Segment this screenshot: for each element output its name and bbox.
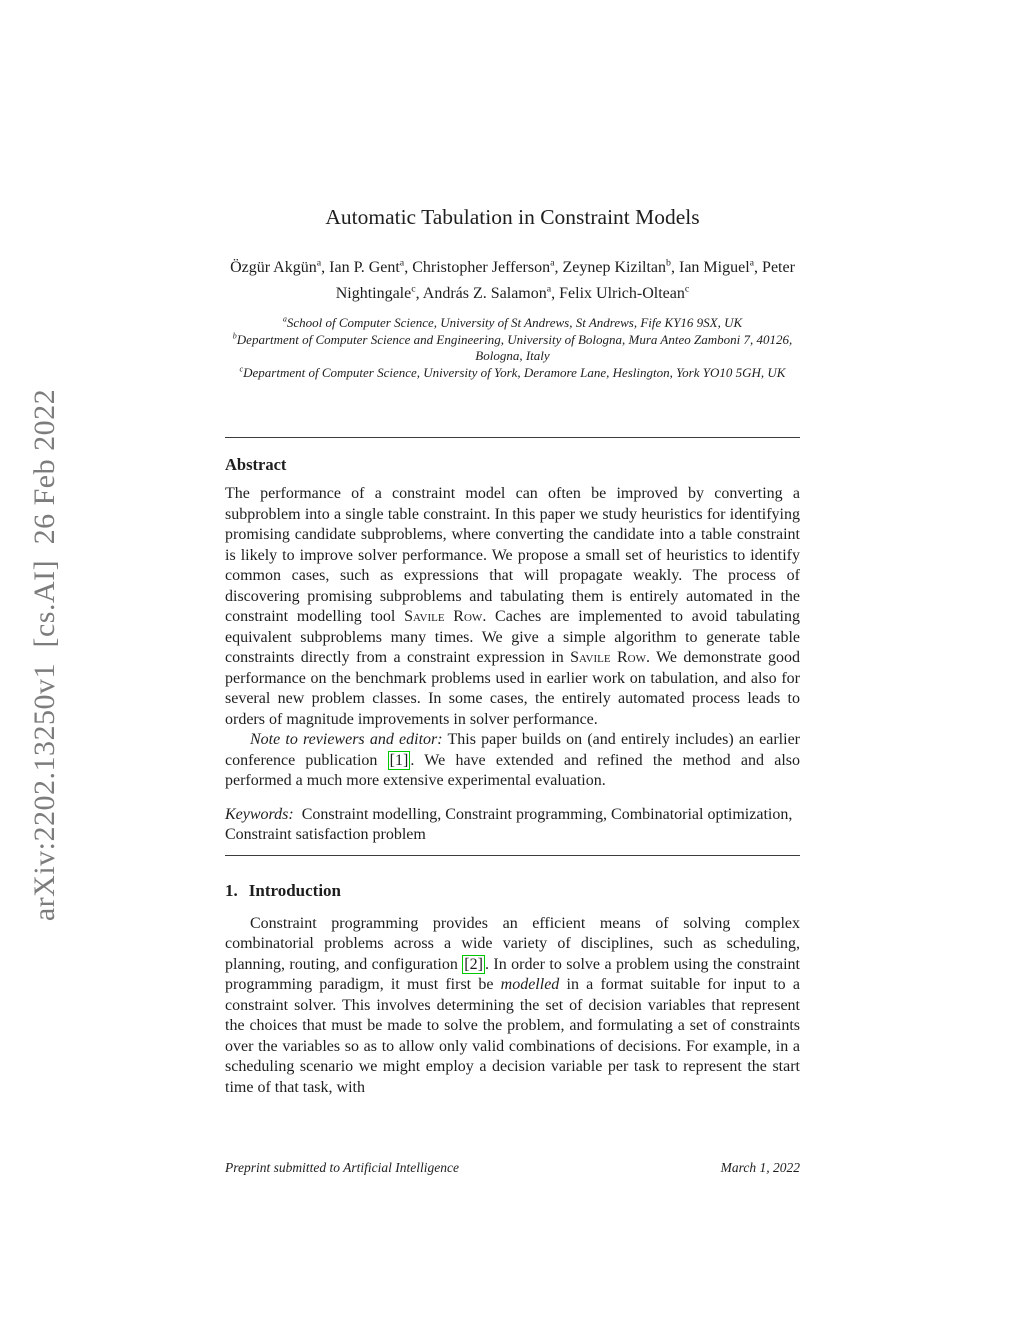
- citation-link[interactable]: [1]: [389, 751, 409, 769]
- superscript-marker: a: [316, 257, 322, 269]
- text-segment: , Peter Nightingale: [335, 259, 795, 302]
- italic-text: Keywords:: [225, 805, 294, 823]
- text-segment: , Christopher Jefferson: [404, 259, 551, 276]
- italic-text: modelled: [500, 976, 560, 993]
- superscript-marker: a: [546, 283, 552, 295]
- text-segment: This paper builds on (and entirely includes) an earlier conference publication: [225, 731, 801, 769]
- citation-link[interactable]: [2]: [464, 955, 483, 973]
- superscript-marker: c: [411, 283, 416, 295]
- footer-date: March 1, 2022: [720, 1160, 800, 1175]
- page-footer: [225, 1160, 800, 1176]
- section-number: 1.: [225, 880, 238, 900]
- abstract-heading: Abstract: [225, 455, 287, 474]
- authors-line: [225, 255, 800, 307]
- affiliation: [225, 365, 800, 382]
- superscript-marker: a: [749, 257, 755, 269]
- text-segment: , Ian P. Gent: [321, 259, 400, 276]
- italic-text: Note to reviewers and editor:: [250, 731, 443, 748]
- abstract-rule-bottom: [225, 855, 800, 856]
- superscript-marker: a: [550, 257, 555, 269]
- affiliation-text: School of Computer Science, University of St Andrews, St Andrews, Fife KY16 9SX, UK: [286, 315, 743, 330]
- text-segment: , Zeynep Kiziltan: [554, 259, 667, 276]
- affiliation-text: Department of Computer Science and Engineering, University of Bologna, Mura Anteo Zamboni 7, 40126, Bologna, Italy: [236, 331, 793, 363]
- affiliations-block: [225, 315, 800, 381]
- keywords-line: [225, 805, 800, 846]
- smallcaps-text: Savile Row: [570, 649, 646, 666]
- paper-content-column: [225, 0, 800, 1098]
- affiliation: [225, 315, 800, 332]
- superscript-marker: a: [399, 257, 405, 269]
- footer-preprint-note: Preprint submitted to Artificial Intelligence: [225, 1160, 459, 1175]
- affiliation-marker: a: [282, 314, 287, 324]
- text-segment: , Felix Ulrich-Oltean: [551, 285, 685, 302]
- text-segment: Constraint modelling, Constraint programming, Combinatorial optimization, Constraint satisfaction problem: [225, 805, 793, 843]
- text-segment: Özgür Akgün: [230, 259, 317, 276]
- section-heading: [225, 881, 800, 901]
- arxiv-watermark: arXiv:2202.13250v1 [cs.AI] 26 Feb 2022: [28, 388, 61, 922]
- smallcaps-text: Savile Row: [404, 608, 483, 625]
- affiliation: [225, 332, 800, 365]
- text-segment: . Caches are implemented to avoid tabulating equivalent subproblems many times. We give a simple algorithm to generate table constraints directly from a constraint expression in: [225, 608, 800, 666]
- text-segment: , Ian Miguel: [670, 259, 750, 276]
- text-segment: . We demonstrate good performance on the benchmark problems used in earlier work on tabulation, and also for several new problem classes. In some cases, the entirely automated process leads to orders of magnitude improvements in solver performance.: [225, 649, 801, 728]
- abstract-paragraph: [225, 484, 800, 730]
- text-segment: , András Z. Salamon: [415, 285, 547, 302]
- text-segment: Constraint programming provides an efficient means of solving complex combinatorial problems across a wide variety of disciplines, such as scheduling, planning, routing, and configuration: [225, 914, 800, 973]
- affiliation-marker: b: [232, 331, 237, 341]
- text-segment: . We have extended and refined the method and also performed a much more extensive experimental evaluation.: [225, 751, 800, 789]
- affiliation-text: Department of Computer Science, University of York, Deramore Lane, Heslington, York YO10 5GH, UK: [243, 364, 786, 380]
- superscript-marker: b: [666, 257, 671, 269]
- text-segment: The performance of a constraint model can often be improved by converting a subproblem into a single table constraint. In this paper we study heuristics for identifying promising candidate subproblems, where converting the candidate into a table constraint is likely to improve solver performance. We propose a small set of heuristics to identify common cases, such as expressions that will propagate weakly. The process of discovering promising subproblems and tabulating them is entirely automated in the constraint modelling tool: [225, 485, 800, 625]
- superscript-marker: c: [684, 283, 690, 295]
- text-segment: . In order to solve a problem using the constraint programming paradigm, it must first be: [225, 955, 800, 993]
- abstract-rule-top: [225, 437, 800, 438]
- text-segment: in a format suitable for input to a constraint solver. This involves determining the set of decision variables that represent the choices that must be made to solve the problem, and formulating a set of constraints over the variables so as to allow only valid combinations of decisions. For example, in a scheduling scenario we might employ a decision variable per task to represent the start time of that task, with: [225, 976, 800, 1096]
- affiliation-marker: c: [239, 364, 244, 374]
- paper-title: Automatic Tabulation in Constraint Models: [325, 205, 700, 229]
- section-title: Introduction: [248, 880, 342, 900]
- intro-paragraph: [225, 914, 800, 1099]
- note-paragraph: [225, 730, 800, 792]
